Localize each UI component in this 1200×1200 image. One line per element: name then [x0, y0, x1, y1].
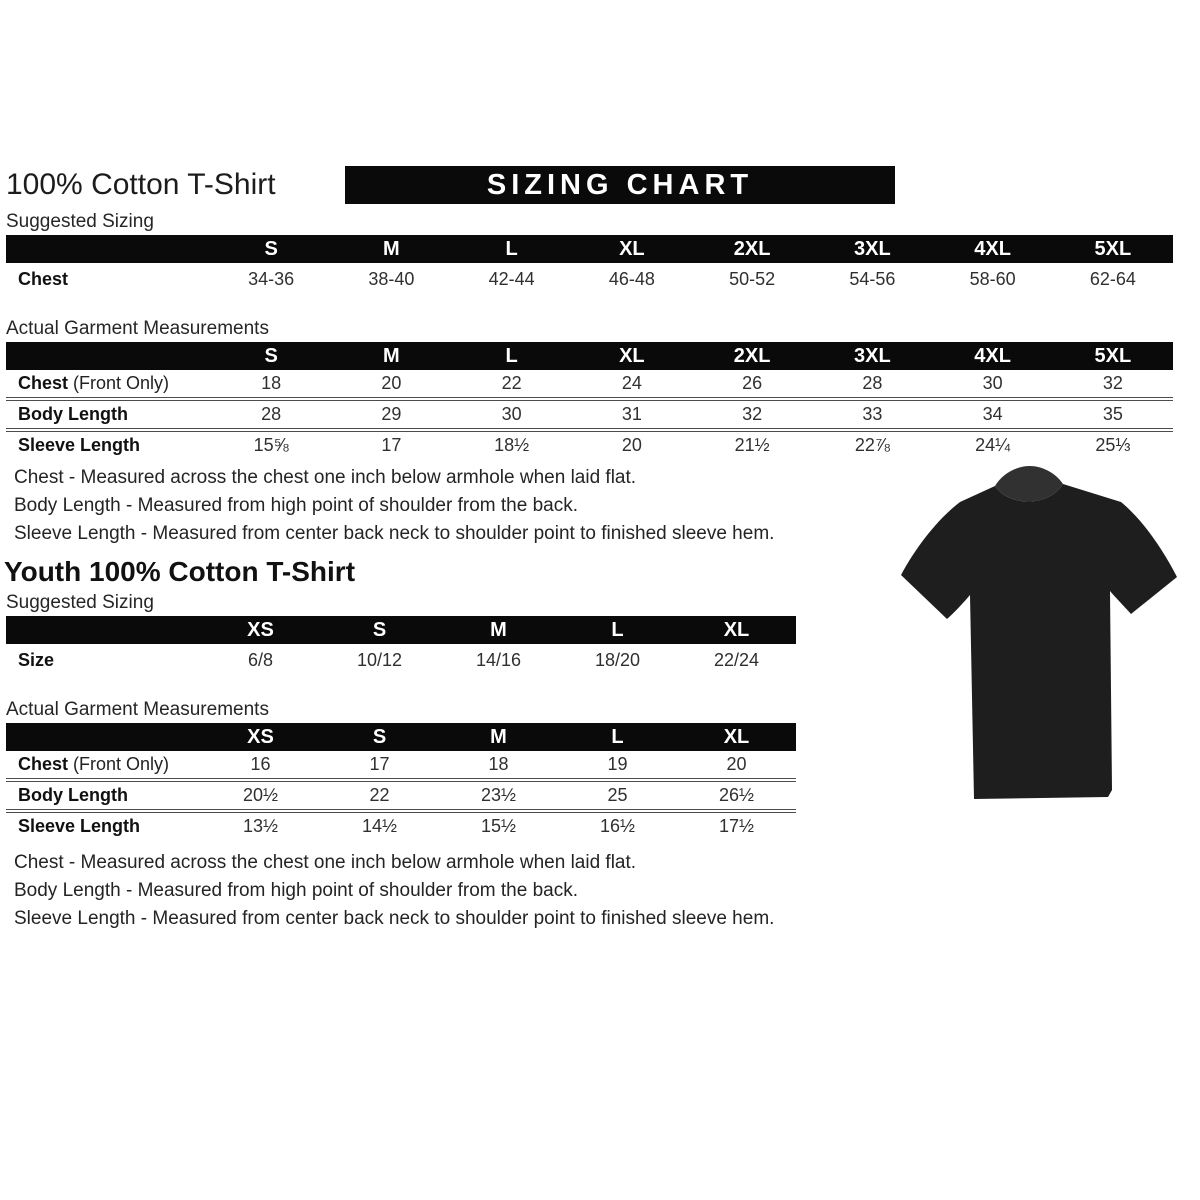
row-label — [6, 816, 201, 837]
row-label — [6, 404, 211, 425]
column-header: M — [490, 618, 507, 641]
column-header: S — [264, 237, 278, 260]
note-chest: Chest - Measured across the chest one inch below armhole when laid flat. — [14, 852, 637, 873]
table-cell: 24¼ — [975, 435, 1011, 455]
table-cell: 18/20 — [594, 650, 641, 670]
table-row — [6, 778, 796, 809]
youth-actual-measurements-table — [6, 723, 796, 840]
table-header-row — [6, 616, 796, 644]
column-header: S — [372, 725, 387, 748]
column-header: L — [611, 618, 624, 641]
row-label — [6, 650, 201, 671]
column-header: M — [383, 344, 400, 367]
youth-suggested-sizing-table — [6, 616, 796, 677]
column-header: L — [505, 237, 518, 260]
table-cell: 25⅓ — [1095, 435, 1131, 455]
column-header: L — [505, 344, 518, 367]
table-row — [6, 644, 796, 677]
column-header: 4XL — [974, 344, 1011, 367]
table-cell: 20½ — [242, 785, 279, 805]
column-header: XL — [619, 237, 645, 260]
table-cell: 34 — [982, 404, 1003, 424]
table-cell: 32 — [1102, 373, 1123, 393]
column-header: 2XL — [733, 344, 771, 367]
table-cell: 30 — [982, 373, 1003, 393]
tshirt-product-image — [883, 460, 1195, 812]
adult-actual-measurements-label: Actual Garment Measurements — [6, 318, 269, 339]
table-cell: 15⅝ — [253, 435, 289, 455]
youth-section-title: Youth 100% Cotton T-Shirt — [4, 556, 356, 587]
youth-measurement-notes — [6, 849, 1200, 933]
column-header: 3XL — [854, 344, 891, 367]
table-cell: 38-40 — [368, 269, 415, 289]
table-cell: 33 — [862, 404, 883, 424]
row-label-text: Chest — [18, 373, 69, 393]
tshirt-body-shape — [901, 484, 1177, 799]
row-label-suffix: (Front Only) — [68, 754, 170, 774]
column-header: XL — [723, 618, 750, 641]
table-cell: 17 — [381, 435, 402, 455]
column-header: XS — [247, 725, 274, 748]
table-cell: 35 — [1102, 404, 1123, 424]
table-cell: 62-64 — [1089, 269, 1136, 289]
row-label — [6, 785, 201, 806]
note-sleeve-length: Sleeve Length - Measured from center back neck to shoulder point to finished sleeve hem. — [14, 523, 775, 544]
column-header: S — [372, 618, 387, 641]
table-cell: 26 — [742, 373, 763, 393]
row-label — [6, 269, 211, 290]
table-cell: 46-48 — [608, 269, 655, 289]
row-label — [6, 435, 211, 456]
column-header: 3XL — [854, 237, 891, 260]
table-cell: 18 — [261, 373, 282, 393]
table-cell: 30 — [501, 404, 522, 424]
column-header: XL — [619, 344, 645, 367]
column-header: M — [383, 237, 400, 260]
table-row — [6, 809, 796, 840]
column-header: XL — [723, 725, 750, 748]
youth-suggested-sizing-label: Suggested Sizing — [6, 592, 154, 613]
table-row — [6, 428, 1173, 459]
table-cell: 50-52 — [729, 269, 776, 289]
column-header: M — [490, 725, 507, 748]
table-cell: 20 — [381, 373, 402, 393]
table-cell: 20 — [726, 754, 747, 774]
table-row — [6, 263, 1173, 296]
table-cell: 17 — [369, 754, 390, 774]
adult-suggested-sizing-label: Suggested Sizing — [6, 211, 154, 232]
table-cell: 15½ — [480, 816, 517, 836]
table-row — [6, 397, 1173, 428]
row-label-text: Chest — [18, 269, 69, 289]
row-label-text: Sleeve Length — [18, 816, 141, 836]
table-cell: 42-44 — [488, 269, 535, 289]
table-cell: 25 — [607, 785, 628, 805]
table-cell: 29 — [381, 404, 402, 424]
table-cell: 16½ — [599, 816, 636, 836]
page-title: 100% Cotton T-Shirt — [6, 168, 276, 201]
column-header: S — [264, 344, 278, 367]
table-cell: 22 — [369, 785, 390, 805]
table-row — [6, 370, 1173, 397]
table-cell: 10/12 — [356, 650, 403, 670]
column-header: 5XL — [1094, 237, 1132, 260]
column-header: 4XL — [974, 237, 1011, 260]
table-cell: 21½ — [734, 435, 770, 455]
row-label-text: Size — [18, 650, 55, 670]
table-cell: 20 — [621, 435, 642, 455]
note-sleeve-length: Sleeve Length - Measured from center back neck to shoulder point to finished sleeve hem. — [14, 908, 775, 929]
adult-actual-measurements-table — [6, 342, 1173, 459]
note-body-length: Body Length - Measured from high point of shoulder from the back. — [14, 880, 578, 901]
table-header-row — [6, 235, 1173, 263]
header-row — [6, 166, 1200, 208]
table-header-row — [6, 342, 1173, 370]
table-row — [6, 751, 796, 778]
table-cell: 58-60 — [969, 269, 1016, 289]
note-body-length: Body Length - Measured from high point of shoulder from the back. — [14, 495, 578, 516]
column-header: 2XL — [733, 237, 771, 260]
youth-actual-measurements-label: Actual Garment Measurements — [6, 699, 269, 720]
note-chest: Chest - Measured across the chest one inch below armhole when laid flat. — [14, 467, 637, 488]
table-cell: 17½ — [718, 816, 755, 836]
table-cell: 24 — [621, 373, 642, 393]
row-label-suffix: (Front Only) — [68, 373, 170, 393]
table-cell: 54-56 — [849, 269, 896, 289]
table-header-row — [6, 723, 796, 751]
adult-suggested-sizing-table — [6, 235, 1173, 296]
table-cell: 28 — [862, 373, 883, 393]
table-cell: 14/16 — [475, 650, 522, 670]
table-cell: 23½ — [480, 785, 517, 805]
tshirt-illustration — [883, 460, 1195, 812]
table-cell: 34-36 — [248, 269, 295, 289]
row-label-text: Body Length — [18, 404, 128, 424]
row-label-text: Chest — [18, 754, 69, 774]
table-cell: 18½ — [494, 435, 530, 455]
column-header: XS — [247, 618, 274, 641]
row-label — [6, 754, 201, 775]
table-cell: 22/24 — [713, 650, 760, 670]
row-label-text: Body Length — [18, 785, 128, 805]
table-cell: 32 — [742, 404, 763, 424]
row-label-text: Sleeve Length — [18, 435, 141, 455]
table-cell: 13½ — [242, 816, 279, 836]
table-cell: 22 — [501, 373, 522, 393]
column-header: 5XL — [1094, 344, 1132, 367]
column-header: L — [611, 725, 624, 748]
table-cell: 31 — [621, 404, 642, 424]
row-label — [6, 373, 211, 394]
table-cell: 26½ — [718, 785, 755, 805]
table-cell: 14½ — [361, 816, 398, 836]
table-cell: 28 — [261, 404, 282, 424]
table-cell: 6/8 — [247, 650, 274, 670]
table-cell: 16 — [250, 754, 271, 774]
table-cell: 18 — [488, 754, 509, 774]
sizing-chart-banner: SIZING CHART — [345, 166, 895, 204]
table-cell: 22⅞ — [854, 435, 890, 455]
table-cell: 19 — [607, 754, 628, 774]
